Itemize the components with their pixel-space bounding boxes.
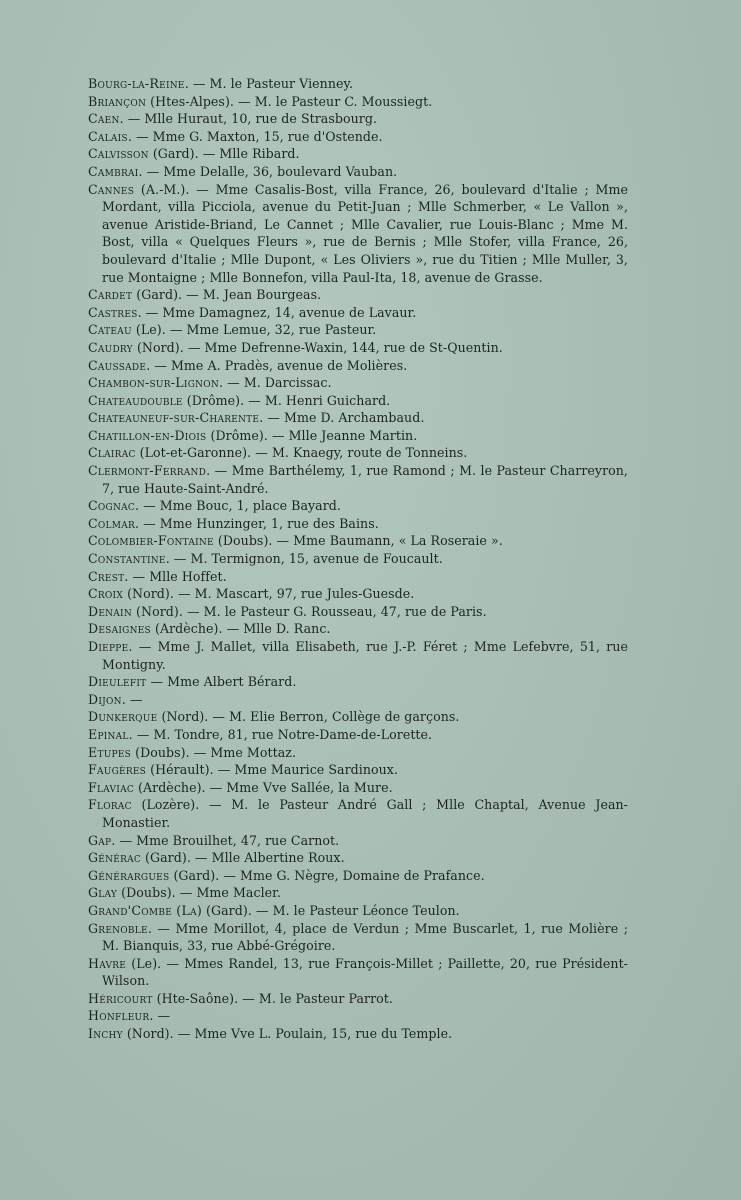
entry-details: (Gard). — M. Jean Bourgeas. [132,287,322,303]
town-name: Caudry [88,339,133,355]
entry-details: . — Mme Damagnez, 14, avenue de Lavaur. [137,304,417,320]
directory-entry [88,497,628,515]
town-name: Etupes [88,744,132,760]
directory-entry [88,550,628,568]
town-name: Dijon [88,691,122,707]
entry-details: (Nord). — Mme Vve L. Poulain, 15, rue du Temple. [122,1026,453,1042]
entry-details: (Doubs). — Mme Macler. [117,885,281,901]
directory-entry [88,409,628,427]
directory-entry [88,990,628,1008]
entry-details: . — Mme Delalle, 36, boulevard Vauban. [138,163,398,179]
entry-details: (Gard). — Mlle Ribard. [148,146,300,162]
directory-entry [88,796,628,831]
directory-entry [88,744,628,762]
entry-details: . — Mme Brouilhet, 47, rue Carnot. [111,832,340,848]
directory-entry [88,163,628,181]
directory-entry [88,902,628,920]
entry-details: (Le). — Mmes Randel, 13, rue François-Millet ; Paillette, 20, rue Président-Wilson. [102,955,628,989]
town-name: Calais [88,128,128,144]
directory-entry [88,920,628,955]
town-name: Gap [88,832,112,848]
directory-entry [88,181,628,287]
entry-details: . — Mme J. Mallet, villa Elisabeth, rue J.-P. Féret ; Mme Lefebvre, 51, rue Montigny. [102,639,628,672]
town-name: Bourg-la-Reine [88,76,185,91]
directory-entry [88,1007,628,1025]
entry-details: . — Mme Hunzinger, 1, rue des Bains. [134,515,379,531]
town-name: Clermont-Ferrand [88,463,207,479]
entry-details: (Drôme). — Mlle Jeanne Martin. [206,427,418,443]
town-name: Inchy [88,1026,123,1042]
entry-details: (Gard). — M. le Pasteur Léonce Teulon. [202,902,460,918]
directory-entry [88,93,628,111]
town-name: Cognac [88,498,135,514]
directory-entry [88,832,628,850]
directory-entry [88,761,628,779]
entry-details: . — Mlle Hoffet. [124,568,227,584]
entry-details: (Gard). — Mme G. Nègre, Domaine de Prafance. [169,867,485,883]
entry-details: (Ardèche). — Mlle D. Ranc. [150,621,331,637]
town-name: Cardet [88,287,133,303]
directory-entry [88,304,628,322]
directory-entry [88,145,628,163]
directory-entry [88,779,628,797]
directory-entry [88,884,628,902]
town-name: Dieppe [88,639,129,654]
directory-entry [88,444,628,462]
entry-details: (Htes-Alpes). — M. le Pasteur C. Moussiegt. [146,93,433,109]
town-name: Chatillon-en-Diois [88,427,207,443]
town-name: Croix [88,586,124,602]
town-name: Cateau [88,322,132,338]
directory-entry [88,110,628,128]
entry-details: . — Mme A. Pradès, avenue de Molières. [146,357,408,373]
town-name: Desaignes [88,621,151,637]
town-name: Colmar [88,515,135,531]
entry-details: (Doubs). — Mme Mottaz. [131,744,297,760]
directory-entry [88,128,628,146]
entry-details: (Gard). — Mlle Albertine Roux. [141,850,345,866]
town-name: Caen [88,111,120,127]
directory-entry [88,532,628,550]
town-name: Caussade [88,357,147,373]
entry-details: (Nord). — Mme Defrenne-Waxin, 144, rue de St-Quentin. [132,339,503,355]
town-name: Honfleur [88,1008,150,1024]
directory-entry [88,374,628,392]
entry-details: (Ardèche). — Mme Vve Sallée, la Mure. [133,779,393,795]
town-name: Denain [88,603,132,619]
directory-entry [88,357,628,375]
entry-details: . — M. le Pasteur Vienney. [184,76,354,91]
directory-list [88,75,628,1043]
town-name: Constantine [88,551,166,567]
directory-entry [88,603,628,621]
town-name: Chateauneuf-sur-Charente [88,410,260,426]
town-name: Générargues [88,867,170,883]
directory-entry [88,585,628,603]
directory-entry [88,673,628,691]
entry-details: . — Mme Bouc, 1, place Bayard. [134,498,341,514]
town-name: Havre [88,955,127,971]
town-name: Dunkerque [88,709,158,725]
town-name: Cambrai [88,163,139,179]
directory-entry [88,1025,628,1043]
entry-details: (Hérault). — Mme Maurice Sardinoux. [146,762,399,778]
directory-entry [88,427,628,445]
town-name: Générac [88,850,141,866]
entry-details: (Nord). — M. le Pasteur G. Rousseau, 47, rue de Paris. [131,603,487,619]
entry-details: — Mme Albert Bérard. [146,674,297,690]
entry-details: . — [121,691,143,707]
directory-entry [88,726,628,744]
directory-entry [88,75,628,93]
entry-details: . — Mlle Huraut, 10, rue de Strasbourg. [119,111,378,127]
entry-details: . — Mme Barthélemy, 1, rue Ramond ; M. le Pasteur Charreyron, 7, rue Haute-Saint-André. [102,463,628,496]
directory-entry [88,462,628,497]
entry-details: (Doubs). — Mme Baumann, « La Roseraie ». [213,533,503,549]
entry-details: (Lot-et-Garonne). — M. Knaegy, route de Tonneins. [135,445,468,461]
entry-details: . — M. Tondre, 81, rue Notre-Dame-de-Lorette. [128,726,433,742]
town-name: Chambon-sur-Lignon [88,375,220,391]
directory-entry [88,286,628,304]
town-name: Castres [88,304,138,320]
directory-entry [88,568,628,586]
entry-details: . — M. Termignon, 15, avenue de Foucault. [165,551,443,567]
directory-entry [88,849,628,867]
directory-entry [88,867,628,885]
directory-entry [88,955,628,990]
entry-details: . — M. Darcissac. [219,375,332,391]
town-name: Clairac [88,445,136,461]
entry-details: . — [149,1008,171,1024]
town-name: Chateaudouble [88,392,183,408]
directory-entry [88,339,628,357]
town-name: Faugères [88,762,147,778]
directory-entry [88,638,628,673]
entry-details: (Le). — Mme Lemue, 32, rue Pasteur. [131,322,377,338]
directory-entry [88,392,628,410]
town-name: Colombier-Fontaine [88,533,214,549]
entry-details: (Lozère). — M. le Pasteur André Gall ; Mlle Chaptal, Avenue Jean-Monastier. [102,797,628,830]
entry-details: . — Mme D. Archambaud. [259,410,425,426]
directory-entry [88,515,628,533]
town-name: Grenoble [88,920,148,936]
entry-details: . — Mme G. Maxton, 15, rue d'Ostende. [127,128,383,144]
town-name: Florac [88,797,132,813]
town-name: Cannes [88,181,135,197]
town-name: Flaviac [88,779,134,795]
entry-details: (A.-M.). — Mme Casalis-Bost, villa France, 26, boulevard d'Italie ; Mme Mordant, villa Picciola, avenue du Petit-Juan ; Mlle Schmerber, « Le Vallon », avenue Aristide-Briand, Le Cannet ; Mlle Cavalier, rue Louis-Blanc ; Mme M. Bost, villa « Quelques Fleurs », rue de Bernis ; Mlle Stofer, villa France, 26, boulevard d'Italie ; Mlle Dupont, « Les Oliviers », rue du Titien ; Mlle Muller, 3, rue Montaigne ; Mlle Bonnefon, villa Paul-Ita, 18, avenue de Grasse. [102,181,628,285]
directory-entry [88,321,628,339]
town-name: Grand'Combe (La) [88,902,202,918]
entry-details: (Drôme). — M. Henri Guichard. [182,392,391,408]
entry-details: . — Mme Morillot, 4, place de Verdun ; Mme Buscarlet, 1, rue Molière ; M. Bianquis, 33, rue Abbé-Grégoire. [102,920,628,954]
town-name: Epinal [88,726,129,742]
town-name: Dieulefit [88,674,147,690]
directory-entry [88,691,628,709]
entry-details: (Hte-Saône). — M. le Pasteur Parrot. [152,990,393,1006]
town-name: Calvisson [88,146,149,162]
directory-entry [88,708,628,726]
directory-entry [88,620,628,638]
town-name: Briançon [88,93,147,109]
town-name: Héricourt [88,990,153,1006]
town-name: Crest [88,568,125,584]
town-name: Glay [88,885,118,901]
entry-details: (Nord). — M. Elie Berron, Collège de garçons. [157,709,460,725]
entry-details: (Nord). — M. Mascart, 97, rue Jules-Guesde. [123,586,415,602]
